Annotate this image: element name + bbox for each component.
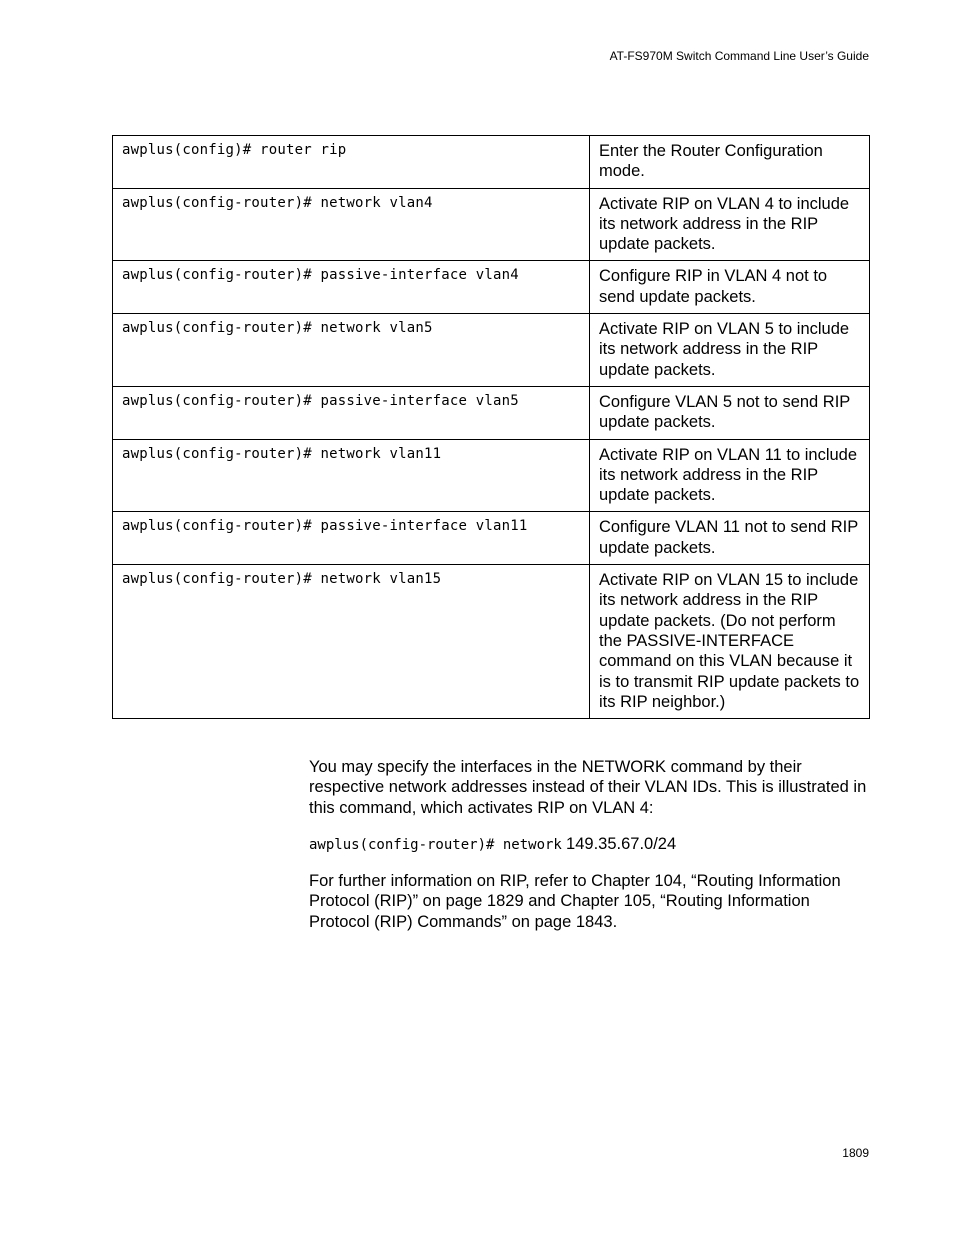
- command-cell: awplus(config-router)# network vlan15: [113, 565, 590, 719]
- command-cell: awplus(config)# router rip: [113, 136, 590, 189]
- page-number: 1809: [842, 1146, 869, 1160]
- description-cell: Activate RIP on VLAN 15 to include its network address in the RIP update packets. (Do not perform the PASSIVE-INTERFACE command on this VLAN because it is to transmit RIP update packets to its RIP neighbor.): [590, 565, 870, 719]
- code-example: [309, 835, 676, 854]
- command-cell: awplus(config-router)# passive-interface vlan11: [113, 512, 590, 565]
- table-row: [113, 261, 870, 314]
- table-row: [113, 188, 870, 261]
- table-row: [113, 439, 870, 512]
- table-row: [113, 512, 870, 565]
- description-cell: Activate RIP on VLAN 4 to include its network address in the RIP update packets.: [590, 188, 870, 261]
- body-paragraph: You may specify the interfaces in the NETWORK command by their respective network addresses instead of their VLAN IDs. This is illustrated in this command, which activates RIP on VLAN 4:: [309, 758, 867, 817]
- body-paragraph: For further information on RIP, refer to Chapter 104, “Routing Information Protocol (RIP)” on page 1829 and Chapter 105, “Routing Information Protocol (RIP) Commands” on page 1843.: [309, 872, 841, 931]
- description-cell: Configure VLAN 5 not to send RIP update packets.: [590, 386, 870, 439]
- code-argument: 149.35.67.0/24: [566, 835, 677, 853]
- description-cell: Activate RIP on VLAN 11 to include its network address in the RIP update packets.: [590, 439, 870, 512]
- table-row: [113, 386, 870, 439]
- command-cell: awplus(config-router)# passive-interface vlan5: [113, 386, 590, 439]
- command-cell: awplus(config-router)# network vlan11: [113, 439, 590, 512]
- command-cell: awplus(config-router)# passive-interface vlan4: [113, 261, 590, 314]
- command-table: [112, 135, 870, 719]
- table-row: [113, 136, 870, 189]
- description-cell: Enter the Router Configuration mode.: [590, 136, 870, 189]
- description-cell: Configure VLAN 11 not to send RIP update packets.: [590, 512, 870, 565]
- command-cell: awplus(config-router)# network vlan4: [113, 188, 590, 261]
- running-header: AT-FS970M Switch Command Line User’s Guide: [609, 49, 869, 63]
- code-command: awplus(config-router)# network: [309, 837, 562, 853]
- description-cell: Activate RIP on VLAN 5 to include its network address in the RIP update packets.: [590, 314, 870, 387]
- table-row: [113, 314, 870, 387]
- table-row: [113, 565, 870, 719]
- description-cell: Configure RIP in VLAN 4 not to send update packets.: [590, 261, 870, 314]
- command-cell: awplus(config-router)# network vlan5: [113, 314, 590, 387]
